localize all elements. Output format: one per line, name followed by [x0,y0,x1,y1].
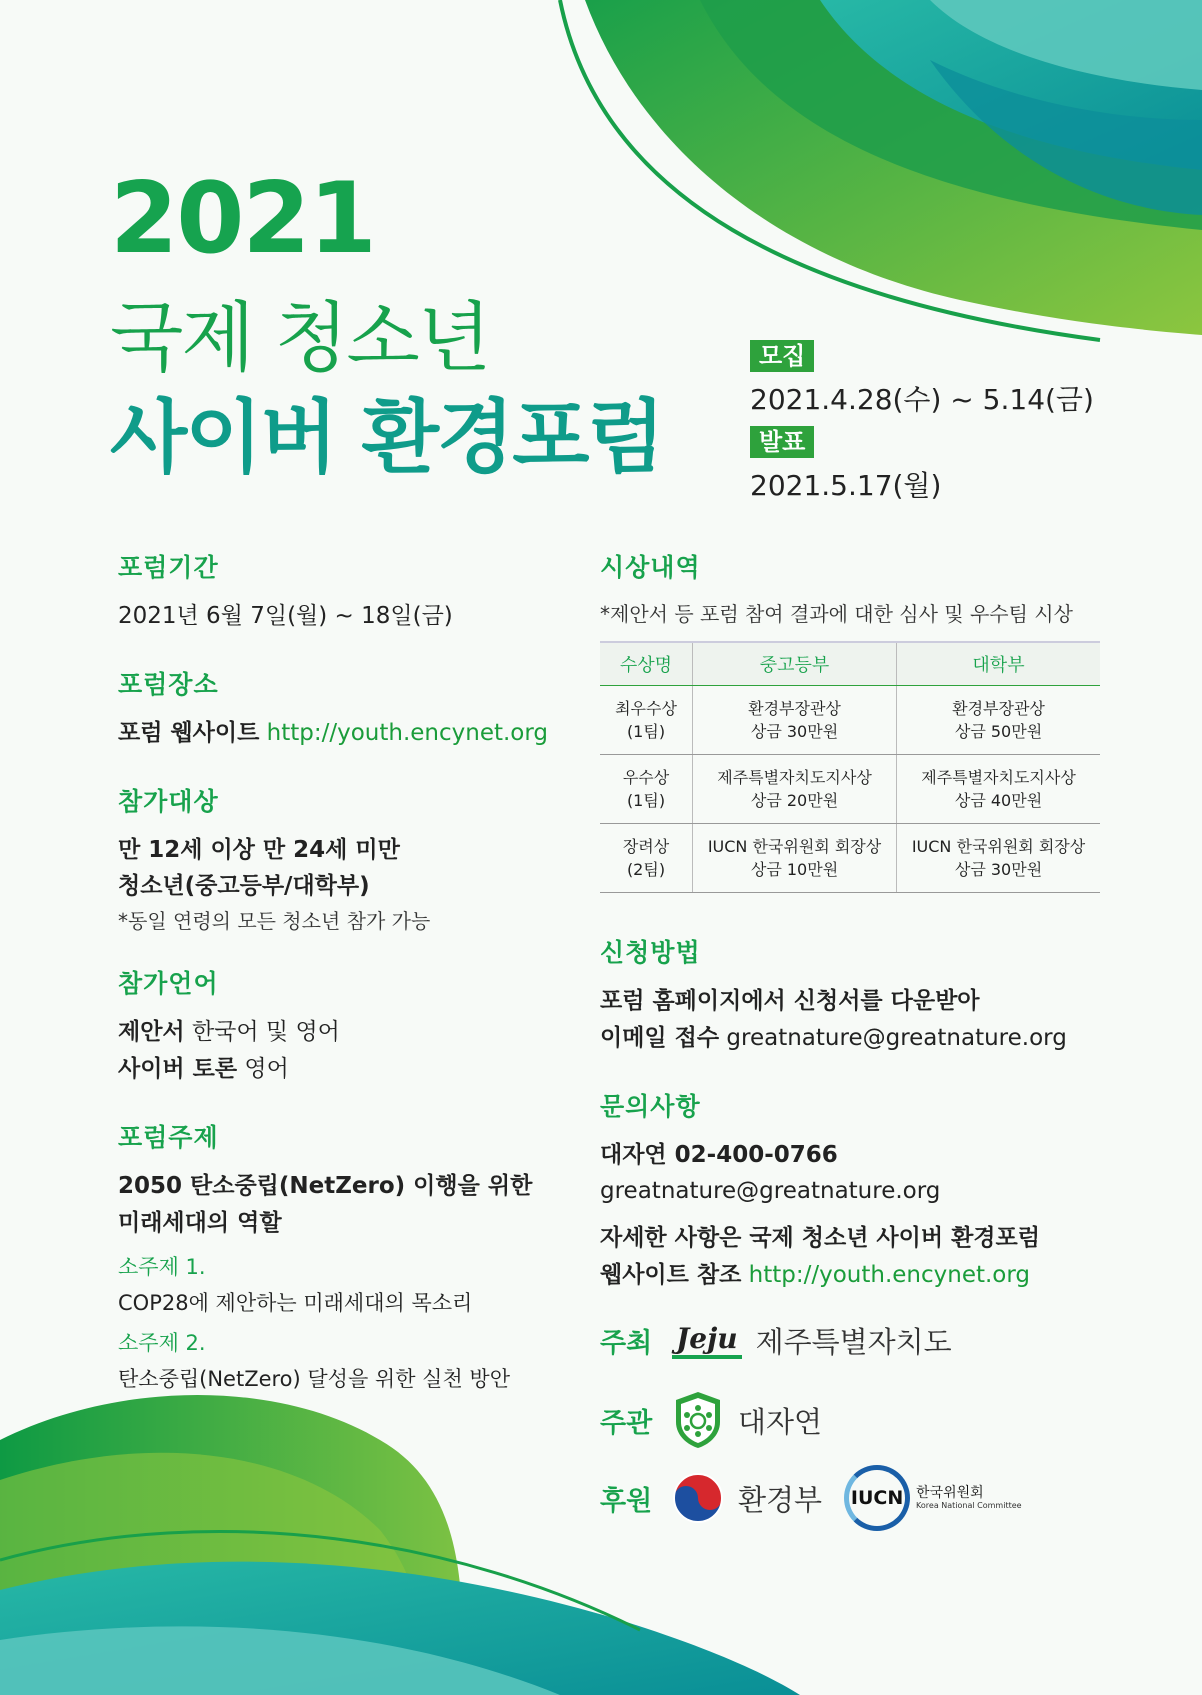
mid-cell: 환경부장관상 상금 30만원 [693,686,897,755]
host-name: 제주특별자치도 [755,1325,952,1359]
section-heading: 문의사항 [600,1091,701,1121]
language-value: 한국어 및 영어 [191,1019,340,1046]
section-participants [118,782,588,935]
section-language [118,964,588,1088]
language-value: 영어 [244,1055,289,1082]
language-label: 사이버 토론 [118,1055,238,1082]
uni-cell: IUCN 한국위원회 회장상 상금 30만원 [897,824,1100,893]
host-row [600,1320,952,1361]
section-contact [600,1087,1100,1294]
section-venue [118,665,588,752]
section-period [118,548,588,635]
more-info-url-link[interactable]: http://youth.encynet.org [748,1261,1031,1288]
topic-line-2: 미래세대의 역할 [118,1209,282,1236]
section-heading: 신청방법 [600,938,701,967]
table-row [600,686,1100,755]
table-row [600,755,1100,824]
venue-label: 포럼 웹사이트 [118,719,260,746]
left-column [118,548,588,1423]
recruit-dates: 2021.4.28(수) ~ 5.14(금) [750,383,1094,416]
language-label: 제안서 [118,1019,185,1046]
announce-date: 2021.5.17(월) [750,469,942,502]
recruit-tag: 모집 [750,340,814,372]
organizer-label: 주관 [600,1407,653,1439]
contact-phone: 대자연 02-400-0766 [600,1141,838,1168]
participants-line-2: 청소년(중고등부/대학부) [118,873,370,900]
awards-table [600,641,1100,893]
table-row [600,824,1100,893]
award-cell: 최우수상 (1팀) [600,686,693,755]
period-text: 2021년 6월 7일(월) ~ 18일(금) [118,603,453,629]
venue-url-link[interactable]: http://youth.encynet.org [266,719,549,746]
schedule-block [750,340,1170,512]
iucn-subname: Korea National Committee [916,1501,1022,1511]
award-cell: 장려상 (2팀) [600,824,693,893]
apply-label: 이메일 접수 [600,1024,720,1051]
announce-tag: 발표 [750,426,814,458]
topic-line-1: 2050 탄소중립(NetZero) 이행을 위한 [118,1172,533,1199]
section-heading: 참가언어 [118,969,219,999]
participants-line-1: 만 12세 이상 만 24세 미만 [118,836,400,863]
title-year: 2021 [110,162,375,276]
subtopic-2-text: 탄소중립(NetZero) 달성을 위한 실천 방안 [118,1367,510,1392]
taegeuk-icon [672,1472,724,1524]
section-heading: 포럼기간 [118,553,219,582]
sponsor-row [600,1465,1022,1531]
organizer-row [600,1390,822,1450]
section-topic [118,1118,588,1394]
apply-email[interactable]: greatnature@greatnature.org [726,1024,1067,1051]
iucn-logo-text: IUCN [850,1487,904,1509]
table-header: 중고등부 [693,642,897,686]
more-info-label: 웹사이트 참조 [600,1261,742,1288]
section-heading: 시상내역 [600,553,701,582]
iucn-name: 한국위원회 [916,1484,984,1501]
mid-cell: IUCN 한국위원회 회장상 상금 10만원 [693,824,897,893]
iucn-logo [844,1465,1022,1531]
subtopic-1-text: COP28에 제안하는 미래세대의 목소리 [118,1291,473,1316]
title-line-3: 사이버 환경포럼 [110,391,663,484]
awards-note: *제안서 등 포럼 참여 결과에 대한 심사 및 우수팀 시상 [600,602,1073,626]
right-column [600,548,1100,1324]
table-header: 대학부 [897,642,1100,686]
host-label: 주최 [600,1328,653,1359]
table-header: 수상명 [600,642,693,686]
section-heading: 포럼주제 [118,1122,219,1152]
subtopic-2-heading: 소주제 2. [118,1331,206,1356]
sponsor-1-name: 환경부 [738,1482,823,1517]
contact-email[interactable]: greatnature@greatnature.org [600,1178,941,1205]
uni-cell: 환경부장관상 상금 50만원 [897,686,1100,755]
award-cell: 우수상 (1팀) [600,755,693,824]
apply-line-1: 포럼 홈페이지에서 신청서를 다운받아 [600,988,980,1014]
subtopic-1-heading: 소주제 1. [118,1255,206,1280]
section-heading: 참가대상 [118,786,219,816]
organizer-name: 대자연 [738,1404,823,1439]
daejayeon-shield-icon [672,1390,724,1450]
title-line-2: 국제 청소년 [110,293,490,382]
participants-note: *동일 연령의 모든 청소년 참가 가능 [118,909,431,934]
section-awards [600,548,1100,893]
section-heading: 포럼장소 [118,669,219,699]
mid-cell: 제주특별자치도지사상 상금 20만원 [693,755,897,824]
section-apply [600,933,1100,1057]
sponsor-label: 후원 [600,1485,653,1517]
jeju-logo: Jeju [672,1322,742,1359]
more-info-line-1: 자세한 사항은 국제 청소년 사이버 환경포럼 [600,1225,1040,1252]
uni-cell: 제주특별자치도지사상 상금 40만원 [897,755,1100,824]
